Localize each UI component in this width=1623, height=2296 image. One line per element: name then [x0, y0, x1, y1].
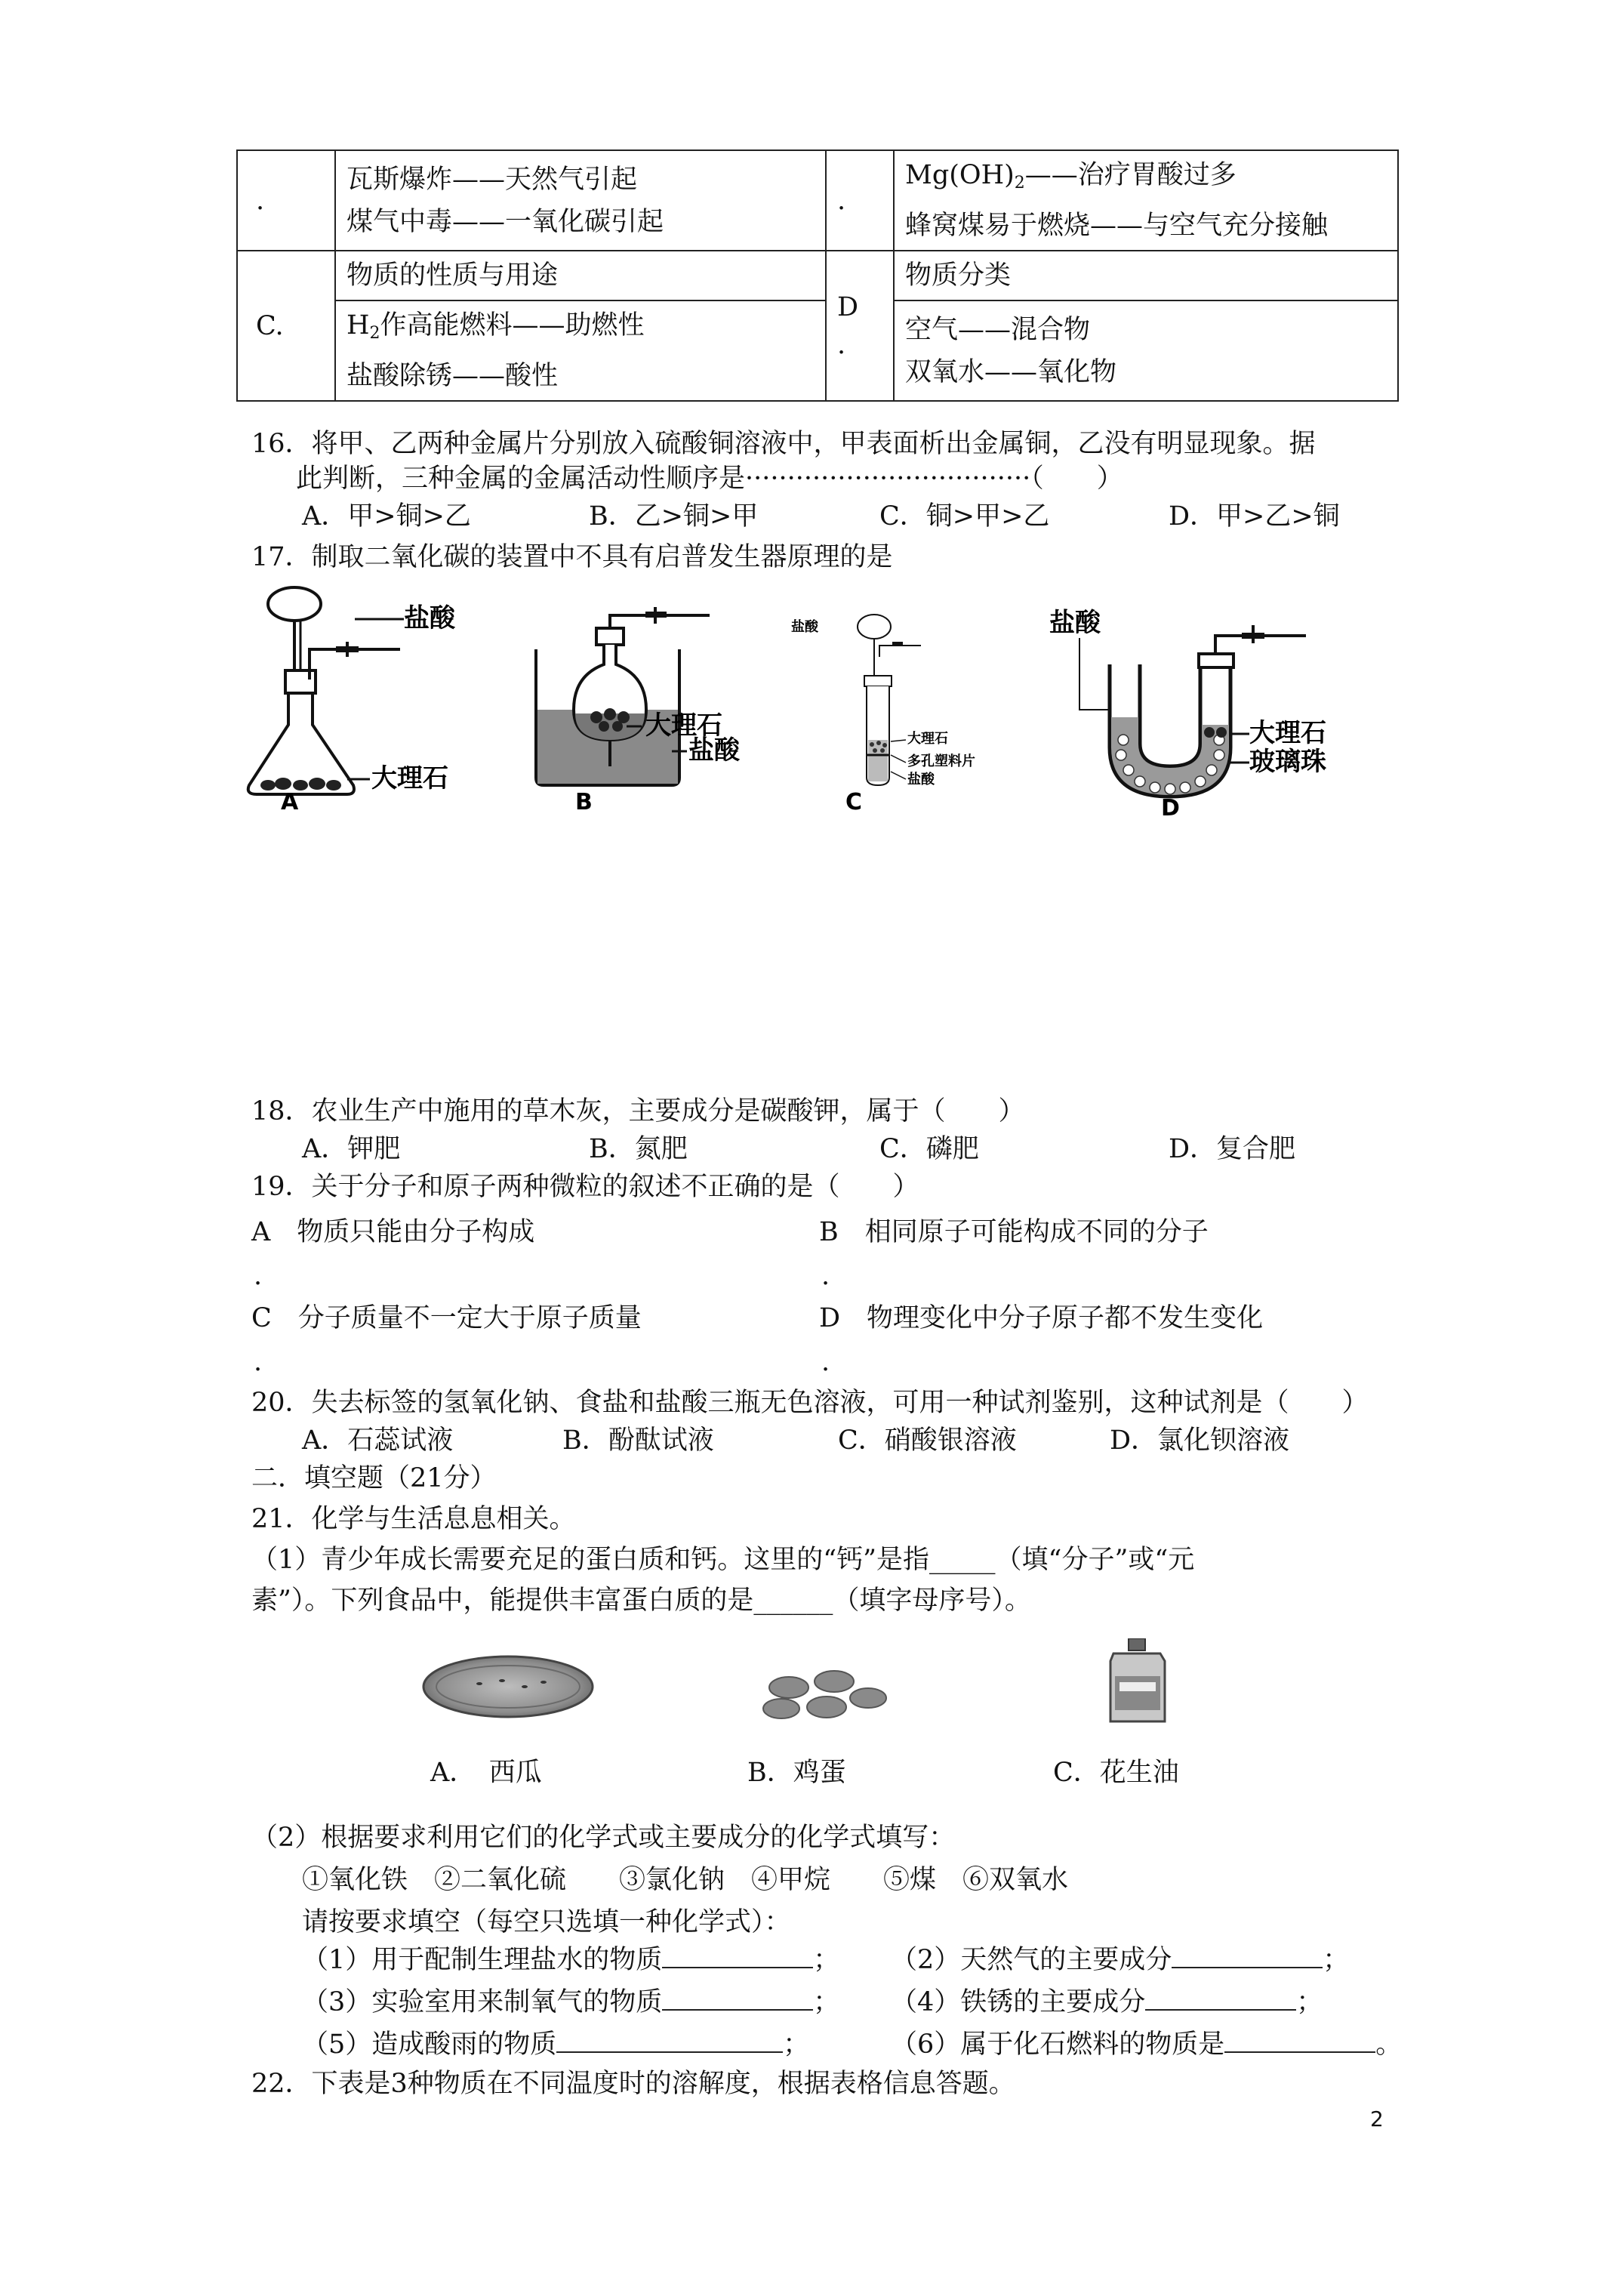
food-option-a: A． 西瓜	[430, 1758, 542, 1788]
options-table	[236, 149, 1399, 402]
food-option-c: C．花生油	[1053, 1758, 1179, 1788]
table-cell-d0	[894, 150, 1398, 251]
blank-1: （1）用于配制生理盐水的物质 ；	[302, 1945, 840, 1975]
table-text: $H_2$作高能燃料——助燃性	[346, 310, 645, 343]
eggs-image	[751, 1665, 902, 1725]
apparatus-d-acid-label: 盐酸	[1049, 608, 1101, 638]
q19-option-d: D 物理变化中分子原子都不发生变化	[819, 1303, 1264, 1333]
table-head-c: 物质的性质与用途	[335, 251, 826, 300]
q16-option-c: C．铜>甲>乙	[879, 501, 1050, 532]
answer-blank[interactable]	[662, 1944, 813, 1968]
table-text: 盐酸除锈——酸性	[346, 361, 559, 391]
q21-instruction: 请按要求填空（每空只选填一种化学式）：	[302, 1907, 791, 1937]
table-text: $Mg(OH)_2——$治疗胃酸过多	[905, 160, 1236, 193]
q20-option-a: A．石蕊试液	[302, 1425, 454, 1456]
q21-part2-line1: （2）根据要求利用它们的化学式或主要成分的化学式填写：	[251, 1823, 956, 1853]
q18-option-a: A．钾肥	[302, 1134, 401, 1164]
page-number: 2	[1370, 2106, 1384, 2131]
q19-option-a: A 物质只能由分子构成	[251, 1217, 535, 1247]
apparatus-d-beads-label: 玻璃珠	[1249, 747, 1326, 777]
table-label-b: .	[237, 150, 335, 251]
blank-2: （2）天然气的主要成分 ；	[891, 1945, 1350, 1975]
section-heading: 二．填空题（21分）	[251, 1463, 497, 1493]
q18-stem: 18．农业生产中施用的草木灰，主要成分是碳酸钾，属于（ ）	[251, 1096, 1025, 1126]
answer-blank[interactable]	[1145, 1986, 1296, 2011]
apparatus-d-letter: D	[1161, 795, 1180, 821]
apparatus-d-marble-label: 大理石	[1249, 718, 1326, 748]
apparatus-b-acid-label: 盐酸	[688, 735, 740, 766]
table-text: 煤气中毒——一氧化碳引起	[346, 206, 664, 237]
q19-dot: .	[821, 1347, 830, 1377]
blank-6: （6）属于化石燃料的物质是 。	[891, 2029, 1403, 2060]
apparatus-b-marble-label: 大理石	[645, 710, 722, 741]
apparatus-c-acid2-label: 盐酸	[907, 772, 935, 787]
apparatus-a-acid-label: 盐酸	[404, 603, 455, 633]
apparatus-c-figure	[785, 604, 1012, 823]
q16-option-b: B．乙>铜>甲	[589, 501, 759, 532]
q18-option-d: D．复合肥	[1169, 1134, 1296, 1164]
blank-3: （3）实验室用来制氧气的物质 ；	[302, 1987, 840, 2017]
q16-stem-line2: 此判断，三种金属的金属活动性顺序是··································（ ）	[296, 464, 1123, 494]
table-cell-c	[335, 300, 826, 401]
watermelon-image	[419, 1653, 600, 1721]
answer-blank[interactable]	[556, 2029, 783, 2053]
q20-option-b: B．酚酞试液	[562, 1425, 714, 1456]
table-head-d: 物质分类	[894, 251, 1398, 300]
apparatus-d-figure	[1049, 604, 1329, 823]
q19-option-b: B 相同原子可能构成不同的分子	[819, 1217, 1209, 1247]
apparatus-a-letter: A	[281, 789, 299, 815]
answer-blank[interactable]	[662, 1986, 813, 2011]
q18-option-c: C．磷肥	[879, 1134, 979, 1164]
table-text: 蜂窝煤易于燃烧——与空气充分接触	[905, 211, 1329, 241]
apparatus-b-letter: B	[575, 789, 593, 815]
q20-stem: 20．失去标签的氢氧化钠、食盐和盐酸三瓶无色溶液，可用一种试剂鉴别，这种试剂是（ ）	[251, 1388, 1369, 1418]
apparatus-b-figure	[521, 604, 762, 815]
q21-substances: ①氧化铁 ②二氧化硫 ③氯化钠 ④甲烷 ⑤煤 ⑥双氧水	[302, 1865, 1069, 1895]
blank-4: （4）铁锈的主要成分 ；	[891, 1987, 1323, 2017]
q19-dot: .	[254, 1261, 263, 1291]
answer-blank[interactable]	[1172, 1944, 1323, 1968]
q16-stem-line1: 16．将甲、乙两种金属片分别放入硫酸铜溶液中，甲表面析出金属铜，乙没有明显现象。据	[251, 429, 1316, 459]
table-text: 双氧水——氧化物	[905, 356, 1117, 387]
table-cell-b	[335, 150, 826, 251]
q21-part1-line1: （1）青少年成长需要充足的蛋白质和钙。这里的“钙”是指_____（填“分子”或“元	[251, 1545, 1195, 1575]
table-text: 空气——混合物	[905, 314, 1091, 345]
peanut-oil-image	[1106, 1638, 1174, 1729]
q20-option-d: D．氯化钡溶液	[1110, 1425, 1290, 1456]
q22-stem: 22．下表是3种物质在不同温度时的溶解度，根据表格信息答题。	[251, 2069, 1015, 2099]
q19-option-c: C 分子质量不一定大于原子质量	[251, 1303, 642, 1333]
apparatus-c-plate-label: 多孔塑料片	[907, 754, 975, 769]
table-cell-d	[894, 300, 1398, 401]
table-label-d0: .	[826, 150, 894, 251]
q16-option-d: D．甲>乙>铜	[1169, 501, 1340, 532]
apparatus-a-marble-label: 大理石	[371, 763, 448, 794]
blank-5: （5）造成酸雨的物质 ；	[302, 2029, 810, 2060]
food-option-b: B．鸡蛋	[747, 1758, 846, 1788]
q19-dot: .	[254, 1347, 263, 1377]
q16-option-a: A．甲>铜>乙	[302, 501, 471, 532]
q20-option-c: C．硝酸银溶液	[838, 1425, 1017, 1456]
q18-option-b: B．氮肥	[589, 1134, 688, 1164]
q19-dot: .	[821, 1261, 830, 1291]
q21-stem: 21．化学与生活息息相关。	[251, 1504, 576, 1534]
apparatus-c-marble-label: 大理石	[907, 731, 948, 747]
q21-part1-line2: 素”）。下列食品中，能提供丰富蛋白质的是______（填字母序号）。	[251, 1586, 1031, 1616]
apparatus-a-figure	[234, 581, 483, 815]
answer-blank[interactable]	[1224, 2029, 1375, 2053]
table-text: 瓦斯爆炸——天然气引起	[346, 164, 638, 195]
q17-stem: 17．制取二氧化碳的装置中不具有启普发生器原理的是	[251, 542, 893, 572]
table-label-d: D .	[826, 251, 894, 401]
apparatus-c-acid-label: 盐酸	[791, 619, 818, 635]
table-label-c: C.	[237, 251, 335, 401]
q19-stem: 19．关于分子和原子两种微粒的叙述不正确的是（ ）	[251, 1172, 919, 1202]
apparatus-c-letter: C	[845, 789, 863, 815]
